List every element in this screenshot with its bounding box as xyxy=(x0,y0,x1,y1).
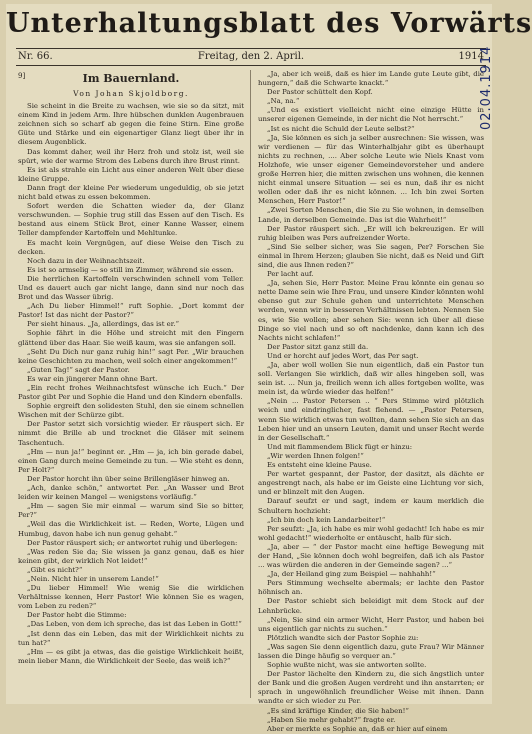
paragraph: „Hm — sagen Sie mir einmal — warum sind Sie so bitter, Per?“ xyxy=(18,502,244,520)
paragraph: „Ach Du lieber Himmel!“ ruft Sophie. „Dort kommt der Pastor! Ist das nicht der Pastor?“ xyxy=(18,302,244,320)
paragraph: Der Pastor setzt sich vorsichtig wieder. Er räuspert sich. Er nimmt die Brille ab und trocknet die Gläser mit seinem Taschentuch. xyxy=(18,420,244,447)
paragraph: Sophie ergreift den solidesten Stuhl, den sie einem schnellen Wischen mit der Schürze gibt. xyxy=(18,402,244,420)
paragraph: Plötzlich wandte sich der Pastor Sophie zu: xyxy=(267,633,419,642)
paragraph: „Ein recht frohes Weihnachtsfest wünsche ich Euch.“ Der Pastor gibt Per und Sophie die Hand und den Kindern ebenfalls. xyxy=(18,384,244,402)
paragraph: „Nein, Sie sind ein armer Wicht, Herr Pastor, und haben bei uns eigentlich gar nichts zu suchen.“ xyxy=(258,615,484,633)
paragraph: Per sieht hinaus. „Ja, allerdings, das ist er.“ xyxy=(27,320,180,329)
paragraph: Sofort werden die Schatten wieder da, der Glanz verschwunden. — Sophie trug still das Essen auf den Tisch. Es bestand aus einem Stück Brot, einer Kanne Wasser, einem Teller dampfender Kartoffeln und Mehltunke. xyxy=(18,202,244,238)
paragraph: Der Pastor räuspert sich. „Er will ich bekreuzigen. Er will ruhig bleiben was Pers aufreizender Worte. xyxy=(258,224,484,242)
issue-date: Freitag, den 2. April. xyxy=(197,51,305,62)
paragraph: „Und es existiert vielleicht nicht eine einzige Hütte in unserer eigenen Gemeinde, in der nicht die Not herrscht.“ xyxy=(258,106,484,124)
paragraph: Pers Stimmung wechselte abermals; er lachte den Pastor höhnisch an. xyxy=(258,579,484,597)
paragraph: „Na, na.“ xyxy=(267,97,300,106)
paragraph: „Ja, Sie können es sich ja selber ausrechnen: Sie wissen, was wir verdienen — für das Winterhalbjahr gibt es überhaupt nichts zu rechnen, .... Aber solche Leute wie Niels Knast vom Holzhofe, wie unser eigener Gemeindevorsteher und andere große Herren hier, die mitten zwischen uns wohnen, die kennen nicht einmal unsere Situation — sei es nun, daß ihr es nicht wollen oder daß ihr es nicht können. ... Ich bin zwei Sorten Menschen, Herr Pastor!“ xyxy=(258,133,484,206)
paragraph: „Nein ... Pastor Petersen .. “ Pers Stimme wird plötzlich weich und eindringlicher, fast flehend. — „Pastor Petersen, wenn Sie wirklich etwas tun wollten, dann sehen Sie sich an das Leben hier und an unsern Leuten, damit und unser Recht werde in der Gesellschaft.“ xyxy=(258,397,484,442)
paragraph: Dann fragt der kleine Per wiederum ungeduldig, ob sie jetzt nicht bald etwas zu essen bekommen. xyxy=(18,183,244,202)
paragraph: „Nein. Nicht hier in unserem Lande!“ xyxy=(27,574,159,583)
paragraph: „Ja, aber woll wollen Sie nun eigentlich, daß ein Pastor tun soll. Verlangen Sie wirklich, daß wir alles hingeben soll, was sein ist. ... Nun ja, freilich wenn ich alles fortgeben wollte, was mein ist, da würde wieder das helfen!“ xyxy=(258,361,484,397)
paragraph: Per wartet gespannt, der Pastor, der dasitzt, als dächte er angestrengt nach, als habe er im Geiste eine Lichtung vor sich, und er blinzelt mit den Augen. xyxy=(258,470,484,497)
paragraph: „Ist es nicht die Schuld der Leute selbst?“ xyxy=(267,124,415,133)
story-title: Im Bauernland. xyxy=(82,72,180,85)
paragraph: „Seht Du Dich nur ganz ruhig hin!“ sagt Per. „Wir brauchen keine Geschichten zu machen, weil solch einer angekommen!“ xyxy=(18,347,244,365)
paragraph: Der Pastor schüttelt den Kopf. xyxy=(267,88,373,97)
paragraph: „Hm — es gibt ja etwas, das die geistige Wirklichkeit heißt, mein lieber Mann, die Wirklichkeit der Seele, das weiß ich?“ xyxy=(18,647,244,665)
paragraph: Sie scheint in die Breite zu wachsen, wie sie so da sitzt, mit einem Kind in jedem Arm. Ihre hübschen dunklen Augenbrauen zeichnen sich so scharf ab gegen die feine Stirn. Eine große Güte und Stärke und ein eigenartiger Glanz liegt über ihr in diesem Augenblick. xyxy=(18,102,244,147)
story-header xyxy=(18,72,244,98)
paragraph: „Wir werden Ihnen folgen!“ xyxy=(267,451,364,460)
paragraph: Darauf seufzt er und sagt, indem er kaum merklich die Schultern hochzieht: xyxy=(258,497,484,515)
paragraph: Der Pastor lächelte den Kindern zu, die sich ängstlich unter der Bank und die großen Augen verdreht und ihn anstarrten; er sprach in ungewöhnlich freundlicher Weise mit ihnen. Dann wandte er sich wieder zu Per. xyxy=(258,670,484,706)
masthead-rule-top xyxy=(16,48,486,49)
paragraph: Es ist als strahle ein Licht aus einer anderen Welt über diese kleine Gruppe. xyxy=(18,165,244,183)
paragraph: „Hm — nun ja!“ beginnt er. „Hm — ja, ich bin gerade dabei, einen Gang durch meine Gemeinde zu tun. — Wie steht es denn, Per Holt?“ xyxy=(18,447,244,474)
paragraph: Sophie fährt in die Höhe und streicht mit den Fingern glättend über das Haar. Sie weiß kaum, was sie anfangen soll. xyxy=(18,329,244,347)
paragraph: Das kommt daher, weil ihr Herz froh und stolz ist, weil sie spürt, wie der warme Strom des Lebens durch ihre Brust rinnt. xyxy=(18,147,244,165)
paragraph: Es macht kein Vergnügen, auf diese Weise den Tisch zu decken. xyxy=(18,238,244,256)
paragraph: „Das Leben, von dem ich spreche, das ist das Leben in Gott!“ xyxy=(27,620,242,629)
masthead-title: Unterhaltungsblatt des Vorwärts xyxy=(6,8,532,39)
masthead-rule-bottom xyxy=(16,65,486,66)
paragraph: Und er horcht auf jedes Wort, das Per sagt. xyxy=(267,351,419,360)
paragraph: Und mit flammendem Blick fügt er hinzu: xyxy=(267,442,413,451)
column-divider xyxy=(250,70,251,698)
paragraph: Noch dazu in der Weihnachtszeit. xyxy=(27,256,145,265)
paragraph: „Guten Tag!“ sagt der Pastor. xyxy=(27,365,130,374)
paragraph: „Ach, danke schön,“ antwortet Per. „An Wasser und Brot leiden wir keinen Mangel — wenigstens vorläufig.“ xyxy=(18,484,244,502)
issue-year: 1914 xyxy=(458,51,484,62)
paragraph: Es war ein jüngerer Mann ohne Bart. xyxy=(27,374,158,383)
story-byline: Von Johan Skjoldborg. xyxy=(73,89,189,98)
paragraph: „Du lieber Himmel! Wie wenig Sie die wirklichen Verhältnisse kennen, Herr Pastor! Wie können Sie es wagen, vom Leben zu reden?“ xyxy=(18,584,244,611)
handwritten-date-stamp: 02.04.1914 xyxy=(479,45,494,131)
paragraph: „Ist denn das ein Leben, das mit der Wirklichkeit nichts zu tun hat?“ xyxy=(18,629,244,647)
story-number: 9] xyxy=(18,72,26,80)
paragraph: Der Pastor sitzt ganz still da. xyxy=(267,342,369,351)
paragraph: Es entsteht eine kleine Pause. xyxy=(267,461,372,470)
paragraph: „Was sagen Sie denn eigentlich dazu, gute Frau? Wir Männer lassen die Dinge häufig so verquer an.“ xyxy=(258,642,484,660)
paragraph: Der Pastor schiebt sich beleidigt mit dem Stock auf der Lehnbrücke. xyxy=(258,597,484,615)
paragraph: Es ist so armselig — so still im Zimmer, während sie essen. xyxy=(27,265,234,274)
paragraph: „Sind Sie selber sicher, was Sie sagen, Per? Forschen Sie einmal in Ihrem Herzen; glauben Sie nicht, daß es Neid und Gift sind, die aus Ihnen reden?“ xyxy=(258,242,484,269)
issue-number: Nr. 66. xyxy=(18,51,53,62)
paragraph: „Ja, aber — “ der Pastor macht eine heftige Bewegung mit der Hand, „Sie können doch wohl begreifen, daß ich als Pastor ... was würden die anderen in der Gemeinde sagen? ...“ xyxy=(258,542,484,570)
paragraph: „Ja, sehen Sie, Herr Pastor. Meine Frau könnte ein genau so nette Dame sein wie Ihre Frau, und unsere Kinder könnten wohl ebenso gut zur Schule gehen und unterrichtete Menschen werden, wenn wir in besseren Verhältnissen lebten. Nennen Sie es, wie Sie wollen; aber sehen Sie: wenn ich über all diese Dinge so viel nach und so oft nachdenke, dann kann ich des Nachts nicht schlafen!“ xyxy=(258,279,484,342)
paragraph: Per seufzt: „Ja, ich habe es mir wohl gedacht! Ich habe es mir wohl gedacht!“ wiederholte er entäuscht, halb für sich. xyxy=(258,524,484,542)
paragraph: Der Pastor horcht ihn über seine Brillengläser hinweg an. xyxy=(27,474,230,483)
paragraph: „Es sind kräftige Kinder, die Sie haben!“ xyxy=(267,706,409,715)
paragraph: Der Pastor räuspert sich; er antwortet ruhig und überlegen: xyxy=(27,538,238,547)
paragraph: „Zwei Sorten Menschen, die Sie zu Sie wohnen, in demselben Lande, in derselben Gemeinde. Das ist die Wahrheit!“ xyxy=(258,206,484,224)
dateline xyxy=(16,50,486,64)
paragraph: „Ja, der Heiland ging zum Beispiel — nahhahh!“ xyxy=(267,570,436,579)
paragraph: „Gibt es nicht?“ xyxy=(27,565,83,574)
right-column xyxy=(258,70,484,733)
paragraph: Die herrlichen Kartoffeln verschwinden schnell vom Teller. Und es dauert auch gar nicht lange, dann sind nur noch das Brot und das Wasser übrig. xyxy=(18,274,244,302)
paragraph: Der Pastor hebt die Stimme: xyxy=(27,611,127,620)
paragraph: „Weil das die Wirklichkeit ist. — Reden, Worte, Lügen und Humbug, davon habe ich nun genug gehabt.“ xyxy=(18,520,244,538)
paragraph: „Ich bin doch kein Landarbeiter!“ xyxy=(267,515,386,524)
paragraph: „Haben Sie mehr gehabt?“ fragte er. xyxy=(267,715,396,724)
paragraph: Sophie wußte nicht, was sie antworten sollte. xyxy=(267,661,427,670)
left-column xyxy=(18,70,244,698)
newspaper-page xyxy=(6,4,532,733)
paragraph: „Was reden Sie da; Sie wissen ja ganz genau, daß es hier keinen gibt, der wirklich Not leidet!“ xyxy=(18,547,244,565)
paragraph: Aber er merkte es Sophie an, daß er hier auf einem xyxy=(267,724,448,733)
paragraph: „Ja, aber ich weiß, daß es hier im Lande gute Leute gibt, die hungern,“ daß die Schwarte knackt.“ xyxy=(258,70,484,88)
paragraph: Per lacht auf. xyxy=(267,270,314,279)
